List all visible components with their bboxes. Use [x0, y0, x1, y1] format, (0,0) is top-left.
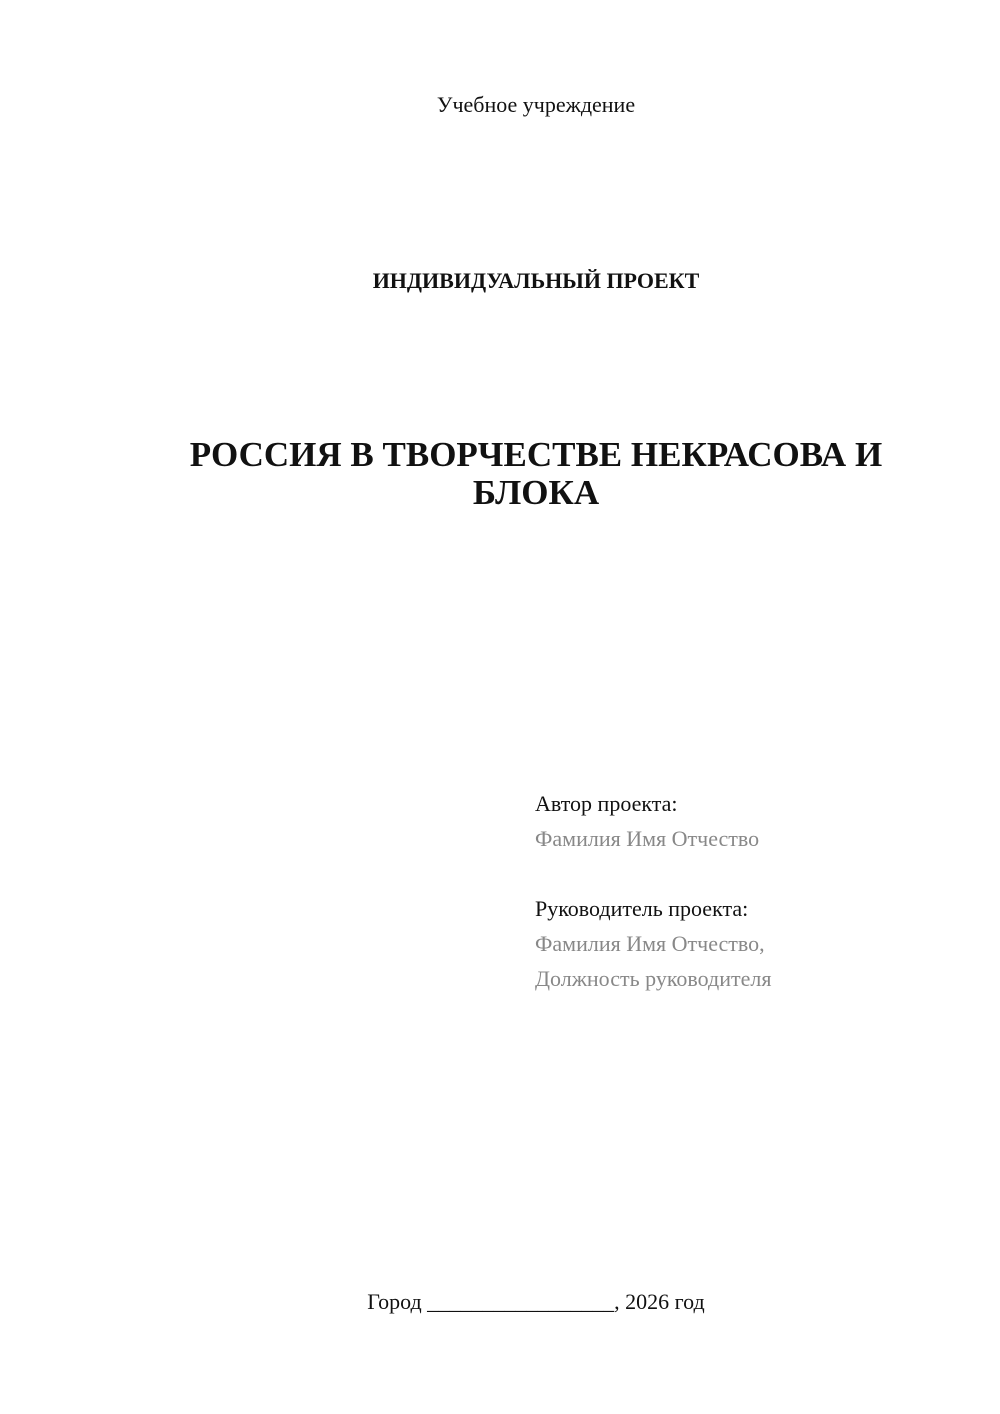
author-label: Автор проекта:: [535, 791, 678, 816]
supervisor-label: Руководитель проекта:: [535, 896, 749, 921]
project-title: РОССИЯ В ТВОРЧЕСТВЕ НЕКРАСОВА И БЛОКА: [189, 435, 883, 512]
supervisor-name: Фамилия Имя Отчество,: [535, 931, 765, 956]
institution-name: Учебное учреждение: [436, 92, 636, 117]
author-name: Фамилия Имя Отчество: [535, 826, 760, 851]
document-type: ИНДИВИДУАЛЬНЫЙ ПРОЕКТ: [372, 268, 700, 293]
supervisor-block: [535, 891, 975, 996]
supervisor-position: Должность руководителя: [535, 966, 772, 991]
author-block: [535, 786, 975, 856]
city-year-line: Город _________________, 2026 год: [367, 1289, 705, 1314]
